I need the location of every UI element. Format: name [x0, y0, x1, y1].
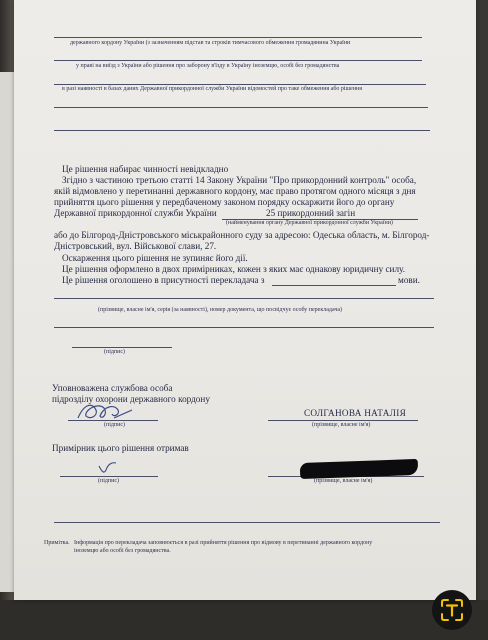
text-scan-button[interactable] — [432, 590, 472, 630]
fill-line — [54, 37, 422, 38]
body-line: Оскарження цього рішення не зупиняє його дії. — [62, 253, 248, 263]
received-sign-caption: (підпис) — [98, 478, 120, 484]
signature-line — [68, 420, 158, 421]
fill-line — [54, 60, 422, 61]
note-text: іноземцю або особі без громадянства. — [74, 548, 171, 554]
border-unit-name: 25 прикордонний загін — [266, 208, 356, 218]
officer-sign-caption: (підпис) — [104, 422, 126, 428]
body-line: Державної прикордонної служби України — [54, 208, 217, 218]
unit-caption: (найменування органу Державної прикордонної служби України) — [226, 220, 393, 226]
translator-line — [54, 298, 434, 299]
fill-line — [54, 107, 428, 108]
translator-caption: (прізвище, власне ім'я, серія (за наявності), номер документа, що посвідчує особу перекладача) — [98, 307, 343, 313]
document-page — [14, 0, 476, 600]
fill-line — [54, 130, 430, 131]
language-line — [272, 285, 396, 286]
text-scan-icon — [439, 597, 465, 623]
body-line: або до Білгород-Дністровського міськрайонного суду за адресою: Одеська область, м. Білгород- — [54, 230, 430, 240]
body-line: Це рішення оголошено в присутності перекладача з — [62, 275, 265, 285]
signature-line — [60, 476, 158, 477]
top-caption-3: в разі наявності в базах даних Державної прикордонної служби України відомостей про таке обмеження або рішення — [62, 86, 363, 92]
body-line: мови. — [398, 275, 420, 285]
name-line — [268, 420, 418, 421]
fill-line — [54, 327, 434, 328]
body-line: Згідно з частиною третьою статті 14 Закону України "Про прикордонний контроль" особа, — [62, 175, 417, 185]
recipient-signature — [96, 458, 120, 478]
note-text: Інформація про перекладача заповнюється в разі прийняття рішення про відмову в перетинанні державного кордону — [74, 540, 373, 546]
authorized-label: Уповноважена службова особа — [52, 383, 173, 393]
fill-line — [54, 84, 426, 85]
signature-caption: (підпис) — [104, 349, 126, 355]
background-table — [0, 600, 488, 640]
body-line: Це рішення оформлено в двох примірниках, кожен з яких має однакову юридичну силу. — [62, 264, 406, 274]
fill-line — [54, 522, 440, 523]
note-label: Примітка. — [44, 540, 70, 546]
body-line: якій відмовлено у перетинанні державного кордону, має право протягом одного місяця з дня — [54, 186, 416, 196]
authorized-label: підрозділу охорони державного кордону — [52, 394, 210, 404]
court-address: Дністровський, вул. Військової слави, 27. — [54, 241, 217, 251]
top-caption-1: державного кордону України (з зазначенням підстав та строків тимчасового обмеження громадянина України — [70, 40, 351, 46]
officer-name-caption: (прізвище, власне ім'я) — [312, 422, 371, 428]
received-name-caption: (прізвище, власне ім'я) — [314, 478, 373, 484]
top-caption-2: у праві на виїзд з України або рішення про заборону в'їзду в Україну іноземцю, особі без громадянства — [76, 63, 340, 69]
received-label: Примірник цього рішення отримав — [52, 443, 189, 453]
body-line: прийняття цього рішення у передбаченому законом порядку оскаржити його до органу — [54, 197, 395, 207]
effect-text: Це рішення набирає чинності невідкладно — [62, 164, 229, 174]
signature-line — [72, 347, 172, 348]
officer-name: СОЛГАНОВА НАТАЛІЯ — [304, 408, 406, 418]
